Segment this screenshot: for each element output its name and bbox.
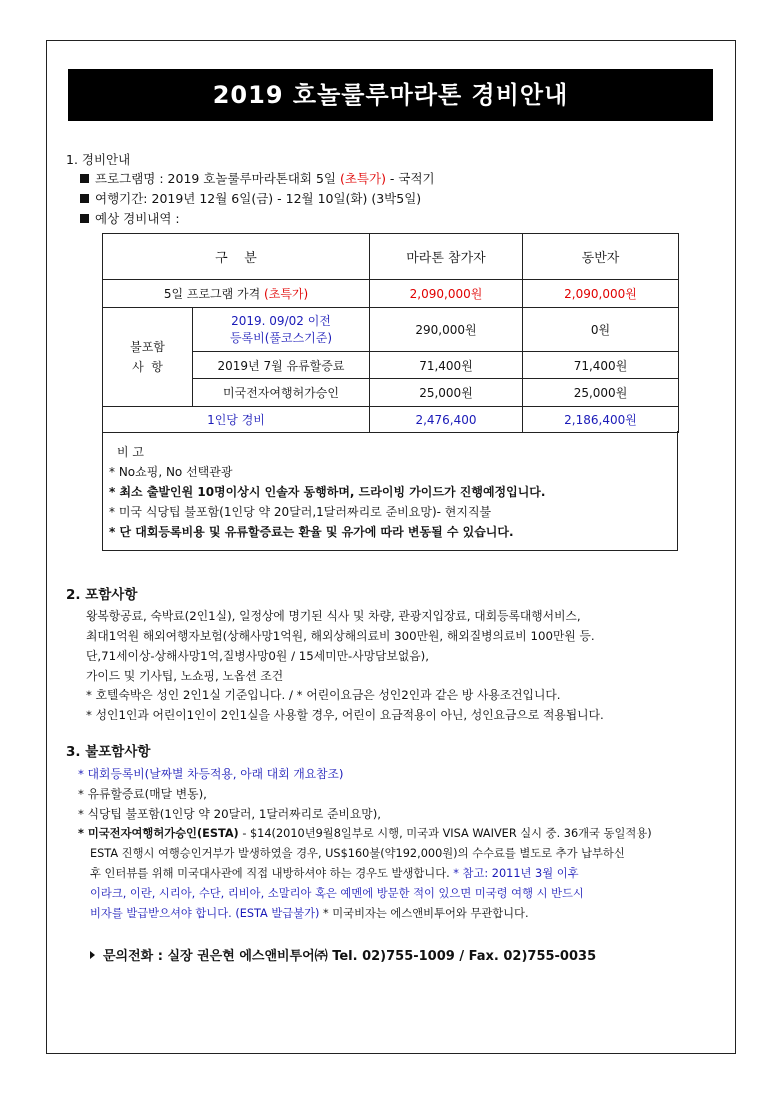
remarks-line: * No쇼핑, No 선택관광 (109, 465, 233, 479)
included-line: 왕복항공료, 숙박료(2인1실), 일정상에 명기된 식사 및 차량, 관광지입장료, 대회등록대행서비스, (86, 609, 581, 623)
header-companion: 동반자 (523, 234, 679, 280)
table-header-row (103, 234, 679, 280)
section1-heading: 1. 경비안내 (66, 152, 131, 167)
registration-fee-label: 2019. 09/02 이전 등록비(풀코스기준) (193, 308, 370, 352)
square-bullet-icon (80, 214, 89, 223)
section3-heading: 3. 불포함사항 (66, 744, 151, 760)
program-companion-price: 2,090,000원 (523, 280, 679, 308)
registration-fee-runner: 290,000원 (370, 308, 523, 352)
per-person-label: 1인당 경비 (103, 407, 370, 433)
page-title: 2019 호놀룰루마라톤 경비안내 (68, 69, 713, 121)
square-bullet-icon (80, 194, 89, 203)
per-person-runner: 2,476,400 (370, 407, 523, 433)
header-runner: 마라톤 참가자 (370, 234, 523, 280)
remarks-title: 비 고 (117, 445, 144, 459)
esta-detail-line: 후 인터뷰를 위해 미국대사관에 직접 내방하셔야 하는 경우도 발생합니다. * 참고: 2011년 3월 이후 (90, 867, 579, 880)
fuel-surcharge-companion: 71,400원 (523, 352, 679, 379)
esta-detail-line: ESTA 진행시 여행승인거부가 발생하였을 경우, US$160불(약192,000원)의 수수료를 별도로 추가 납부하신 (90, 847, 625, 860)
included-line: 가이드 및 기사팁, 노쇼핑, 노옵션 조건 (86, 669, 284, 683)
esta-companion: 25,000원 (523, 379, 679, 407)
excluded-item: * 대회등록비(날짜별 차등적용, 아래 대회 개요참조) (78, 767, 344, 781)
section1-bullet-estimate: 예상 경비내역 : (80, 209, 180, 227)
fuel-surcharge-runner: 71,400원 (370, 352, 523, 379)
remarks-box (102, 431, 678, 551)
program-runner-price: 2,090,000원 (370, 280, 523, 308)
registration-fee-companion: 0원 (523, 308, 679, 352)
table-row (103, 308, 679, 352)
included-line: 최대1억원 해외여행자보험(상해사망1억원, 해외상해의료비 300만원, 해외질병의료비 100만원 등. (86, 629, 595, 643)
esta-label: 미국전자여행허가승인 (193, 379, 370, 407)
included-line: 단,71세이상-상해사망1억,질병사망0원 / 15세미만-사망담보없음), (86, 649, 429, 663)
esta-detail-line: 이라크, 이란, 시리아, 수단, 리비아, 소말리아 혹은 예멘에 방문한 적이 있으면 미국령 여행 시 반드시 (90, 887, 584, 900)
section2-heading: 2. 포함사항 (66, 587, 138, 603)
table-row (103, 407, 679, 433)
excluded-item: * 미국전자여행허가승인(ESTA) - $14(2010년9월8일부로 시행, 미국과 VISA WAIVER 실시 중. 36개국 동일적용) (78, 827, 652, 840)
excluded-item: * 식당팁 불포함(1인당 약 20달러, 1달러짜리로 준비요망), (78, 807, 382, 821)
section1-bullet-program: 프로그램명 : 2019 호놀룰루마라톤대회 5일 (초특가) - 국적기 (80, 169, 435, 187)
esta-runner: 25,000원 (370, 379, 523, 407)
program-label: 5일 프로그램 가격 (초특가) (103, 280, 370, 308)
cost-table (102, 233, 679, 433)
section1-bullet-period: 여행기간: 2019년 12월 6일(금) - 12월 10일(화) (3박5일) (80, 189, 421, 207)
header-category: 구 분 (103, 234, 370, 280)
remarks-line: * 단 대회등록비용 및 유류할증료는 환율 및 유가에 따라 변동될 수 있습니다. (109, 525, 514, 539)
square-bullet-icon (80, 174, 89, 183)
contact-line: 문의전화 : 실장 권은현 에스앤비투어㈜ Tel. 02)755-1009 / Fax. 02)755-0035 (90, 945, 596, 964)
included-line: * 성인1인과 어린이1인이 2인1실을 사용할 경우, 어린이 요금적용이 아닌, 성인요금으로 적용됩니다. (86, 708, 604, 722)
esta-detail-line: 비자를 발급받으셔야 합니다. (ESTA 발급불가) * 미국비자는 에스앤비투어와 무관합니다. (90, 907, 529, 920)
excluded-group-label: 불포함 사 항 (103, 308, 193, 407)
remarks-line: * 미국 식당팁 불포함(1인당 약 20달러,1달러짜리로 준비요망)- 현지직불 (109, 505, 492, 519)
arrow-bullet-icon (90, 951, 95, 959)
fuel-surcharge-label: 2019년 7월 유류할증료 (193, 352, 370, 379)
included-line: * 호텔숙박은 성인 2인1실 기준입니다. / * 어린이요금은 성인2인과 같은 방 사용조건입니다. (86, 688, 561, 702)
remarks-line: * 최소 출발인원 10명이상시 인솔자 동행하며, 드라이빙 가이드가 진행예정입니다. (109, 485, 546, 499)
excluded-item: * 유류할증료(매달 변동), (78, 787, 207, 801)
per-person-companion: 2,186,400원 (523, 407, 679, 433)
table-row (103, 280, 679, 308)
